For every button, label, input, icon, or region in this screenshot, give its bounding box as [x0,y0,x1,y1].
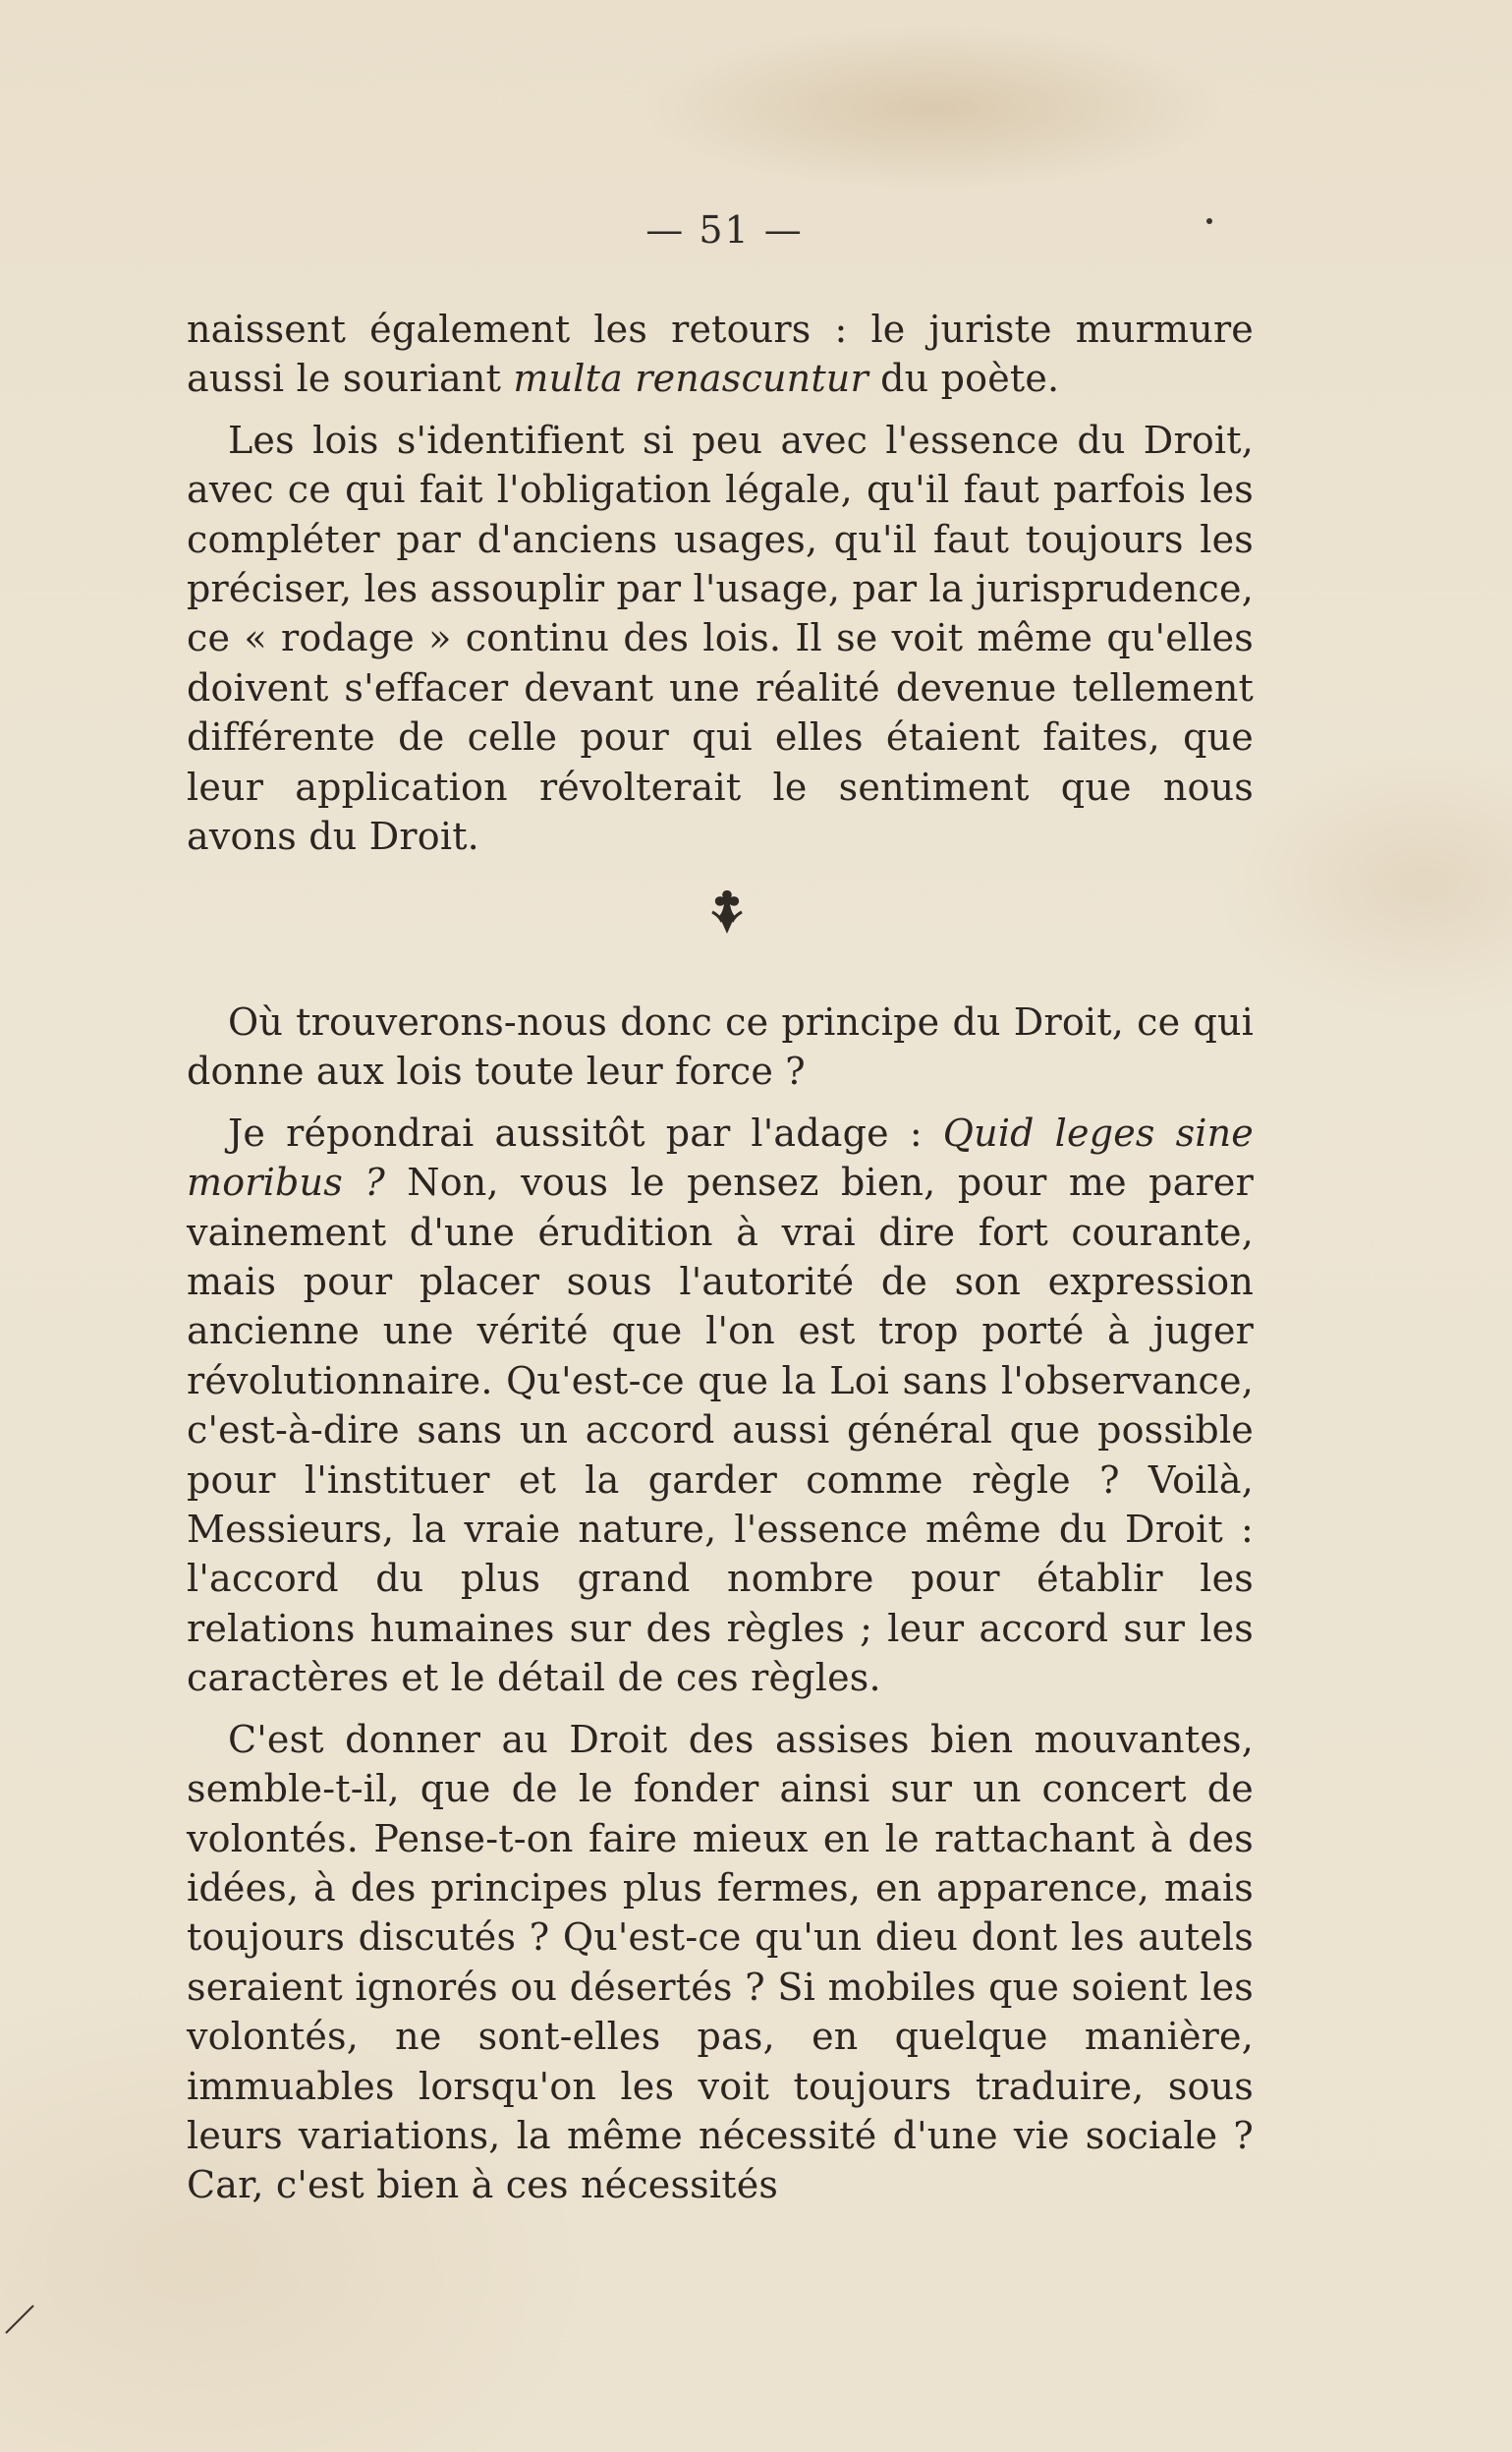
page-number: — 51 — [645,208,804,252]
paragraph-assises: C'est donner au Droit des assises bien mouvantes, semble-t-il, que de le fonder ainsi sur un concert de volontés. Pense-t-on faire mieux en le rattachant à des idées, à des principes plus fermes, en apparence, mais toujours discutés ? Qu'est-ce qu'un dieu dont les autels seraient ignorés ou désertés ? Si mobiles que soient les volontés, ne sont-elles pas, en quelque manière, immuables lorsqu'on les voit toujours traduire, sous leurs variations, la même nécessité d'une vie sociale ? Car, c'est bien à ces nécessités [187,1717,1254,2207]
paragraph-text: naissent également les retours : le juriste murmure aussi le souriant [187,308,1254,401]
paragraph-question: Où trouverons-nous donc ce principe du Droit, ce qui donne aux lois toute leur force ? [187,1000,1254,1094]
fleuron-icon [702,883,752,941]
paragraph-text: Non, vous le pensez bien, pour me parer vainement d'une érudition à vrai dire fort courante, mais pour placer sous l'autorité de son expression ancienne une vérité que l'on est trop porté à juger révolutionnaire. Qu'est-ce que la Loi sans l'observance, c'est-à-dire sans un accord aussi général que possible pour l'instituer et la garder comme règle ? Voilà, Messieurs, la vraie nature, l'essence même du Droit : l'accord du plus grand nombre pour établir les relations humaines sur des règles ; leur accord sur les caractères et le détail de ces règles. [187,1161,1254,1700]
latin-adage: Quid leges sine moribus ? [187,1111,1254,1205]
text-block-bottom [187,998,1254,2210]
paragraph-lois: Les lois s'identifient si peu avec l'essence du Droit, avec ce qui fait l'obligation légale, qu'il faut parfois les compléter par d'anciens usages, qu'il faut toujours les préciser, les assouplir par l'usage, par la jurisprudence, ce « rodage » continu des lois. Il se voit même qu'elles doivent s'effacer devant une réalité devenue tellement différente de celle pour qui elles étaient faites, que leur application révolterait le sentiment que nous avons du Droit. [187,418,1254,859]
latin-quote: multa renascuntur [513,357,868,401]
paragraph-continuation [187,305,1254,404]
ink-speck [1206,218,1212,224]
pencil-mark-icon [4,2300,43,2335]
paragraph-text: du poète. [868,357,1060,401]
text-block-top [187,305,1254,861]
paragraph-text: Je répondrai aussitôt par l'adage : [228,1111,943,1155]
paragraph-adage [187,1109,1254,1703]
